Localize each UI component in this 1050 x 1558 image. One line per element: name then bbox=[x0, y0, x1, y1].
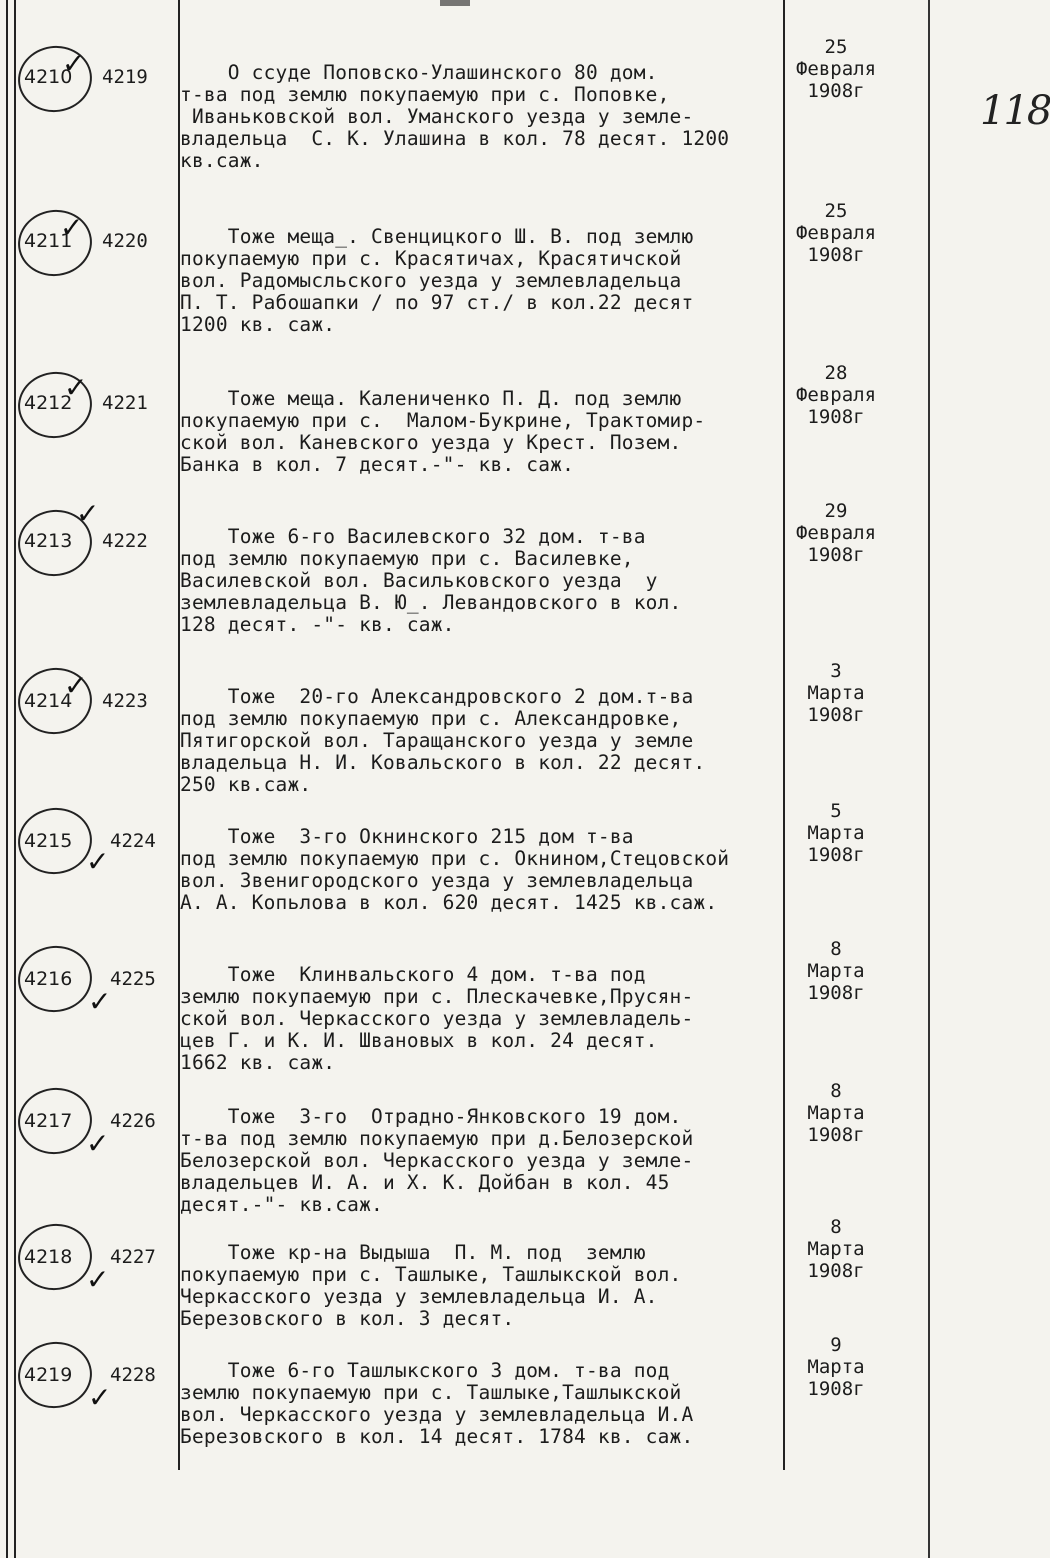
ledger-entry bbox=[0, 1212, 930, 1342]
entry-date bbox=[786, 200, 886, 266]
entry-text-line: покупаемую при с. Ташлыке, Ташлыкской вол. bbox=[180, 1263, 682, 1286]
entry-text bbox=[180, 964, 790, 1074]
entry-text-line: О ссуде Поповско-Улашинского 80 дом. bbox=[180, 61, 658, 84]
date-year: 1908г bbox=[807, 406, 865, 428]
entry-text bbox=[180, 686, 790, 796]
old-entry-number: 4219 bbox=[24, 1364, 73, 1386]
date-year: 1908г bbox=[807, 844, 865, 866]
entry-text-line: Белозерской вол. Черкасского уезда у земле- bbox=[180, 1149, 694, 1172]
date-year: 1908г bbox=[807, 1260, 865, 1282]
date-month: Марта bbox=[807, 1102, 865, 1124]
new-entry-number: 4226 bbox=[110, 1110, 156, 1132]
ledger-entry bbox=[0, 1076, 930, 1216]
date-day: 28 bbox=[824, 362, 848, 384]
entry-text bbox=[180, 62, 790, 172]
entry-text-line: П. Т. Рабошапки / по 97 ст./ в кол.22 десят bbox=[180, 291, 694, 314]
entry-text bbox=[180, 1242, 790, 1330]
entry-text-line: Тоже меща_. Свенцицкого Ш. В. под землю bbox=[180, 225, 694, 248]
entry-text-line: цев Г. и К. И. Швановых в кол. 24 десят. bbox=[180, 1029, 658, 1052]
date-year: 1908г bbox=[807, 982, 865, 1004]
date-year: 1908г bbox=[807, 80, 865, 102]
date-day: 5 bbox=[830, 800, 842, 822]
entry-text-line: покупаемую при с. Красятичах, Красятичской bbox=[180, 247, 682, 270]
date-month: Марта bbox=[807, 682, 865, 704]
top-edge-mark bbox=[440, 0, 470, 6]
entry-date bbox=[786, 362, 886, 428]
new-entry-number: 4223 bbox=[102, 690, 148, 712]
entry-text bbox=[180, 388, 790, 476]
entry-text-line: Пятигорской вол. Таращанского уезда у земле bbox=[180, 729, 694, 752]
ledger-entry bbox=[0, 496, 930, 636]
date-month: Марта bbox=[807, 960, 865, 982]
date-month: Марта bbox=[807, 1238, 865, 1260]
date-month: Февраля bbox=[795, 222, 877, 244]
entry-date bbox=[786, 800, 886, 866]
entry-text-line: покупаемую при с. Малом-Букрине, Трактомир- bbox=[180, 409, 706, 432]
entry-text-line: Василевской вол. Васильковского уезда у bbox=[180, 569, 658, 592]
entry-text-line: ской вол. Черкасского уезда у землевладель- bbox=[180, 1007, 694, 1030]
date-month: Марта bbox=[807, 822, 865, 844]
entry-date bbox=[786, 1216, 886, 1282]
ledger-entry bbox=[0, 196, 930, 336]
entry-date bbox=[786, 938, 886, 1004]
date-day: 25 bbox=[824, 200, 848, 222]
entry-text bbox=[180, 826, 790, 914]
entry-text-line: Тоже 3-го Отрадно-Янковского 19 дом. bbox=[180, 1105, 682, 1128]
entry-text-line: Березовского в кол. 14 десят. 1784 кв. саж. bbox=[180, 1425, 694, 1448]
old-entry-number: 4215 bbox=[24, 830, 73, 852]
entry-text-line: Тоже 6-го Василевского 32 дом. т-ва bbox=[180, 525, 646, 548]
checkmark-icon: ✓ bbox=[62, 47, 86, 80]
old-entry-number: 4218 bbox=[24, 1246, 73, 1268]
entry-text-line: Тоже 20-го Александровского 2 дом.т-ва bbox=[180, 685, 694, 708]
date-year: 1908г bbox=[807, 704, 865, 726]
old-entry-number: 4214 bbox=[24, 690, 73, 712]
entry-date bbox=[786, 36, 886, 102]
new-entry-number: 4224 bbox=[110, 830, 156, 852]
date-month: Марта bbox=[807, 1356, 865, 1378]
entry-text-line: т-ва под землю покупаемую при д.Белозерской bbox=[180, 1127, 694, 1150]
ledger-entry bbox=[0, 796, 930, 926]
new-entry-number: 4219 bbox=[102, 66, 148, 88]
checkmark-icon: ✓ bbox=[88, 1381, 112, 1414]
entry-text-line: Тоже Клинвальского 4 дом. т-ва под bbox=[180, 963, 646, 986]
entry-date bbox=[786, 500, 886, 566]
old-entry-number: 4210 bbox=[24, 66, 73, 88]
new-entry-number: 4221 bbox=[102, 392, 148, 414]
date-day: 8 bbox=[830, 938, 842, 960]
entry-text-line: владельца С. К. Улашина в кол. 78 десят. 1200 bbox=[180, 127, 730, 150]
entry-text-line: землю покупаемую при с. Ташлыке,Ташлыкской bbox=[180, 1381, 682, 1404]
checkmark-icon: ✓ bbox=[86, 845, 110, 878]
checkmark-icon: ✓ bbox=[64, 371, 88, 404]
entry-text bbox=[180, 1106, 790, 1216]
checkmark-icon: ✓ bbox=[86, 1263, 110, 1296]
entry-text-line: т-ва под землю покупаемую при с. Поповке, bbox=[180, 83, 670, 106]
old-entry-number: 4217 bbox=[24, 1110, 73, 1132]
entry-text-line: 128 десят. -"- кв. саж. bbox=[180, 613, 455, 636]
date-day: 8 bbox=[830, 1216, 842, 1238]
ledger-entry bbox=[0, 358, 930, 488]
entry-text-line: землевладельца В. Ю_. Левандовского в кол. bbox=[180, 591, 682, 614]
entry-text-line: владельцев И. А. и Х. К. Дойбан в кол. 45 bbox=[180, 1171, 670, 1194]
entry-text-line: 1200 кв. саж. bbox=[180, 313, 336, 336]
ledger-entry bbox=[0, 656, 930, 796]
date-year: 1908г bbox=[807, 1124, 865, 1146]
entry-text-line: землю покупаемую при с. Плескачевке,Прусян- bbox=[180, 985, 694, 1008]
date-day: 29 bbox=[824, 500, 848, 522]
checkmark-icon: ✓ bbox=[60, 211, 84, 244]
entry-text-line: Тоже кр-на Выдыша П. М. под землю bbox=[180, 1241, 646, 1264]
checkmark-icon: ✓ bbox=[88, 985, 112, 1018]
entry-date bbox=[786, 660, 886, 726]
entry-text-line: 1662 кв. саж. bbox=[180, 1051, 336, 1074]
new-entry-number: 4220 bbox=[102, 230, 148, 252]
date-day: 9 bbox=[830, 1334, 842, 1356]
ledger-entry bbox=[0, 32, 930, 172]
old-entry-number: 4211 bbox=[24, 230, 73, 252]
entry-text-line: Банка в кол. 7 десят.-"- кв. саж. bbox=[180, 453, 575, 476]
date-year: 1908г bbox=[807, 1378, 865, 1400]
new-entry-number: 4222 bbox=[102, 530, 148, 552]
entry-text bbox=[180, 1360, 790, 1448]
entry-text-line: вол. Радомысльского уезда у землевладельца bbox=[180, 269, 682, 292]
entry-text-line: под землю покупаемую при с. Александровке, bbox=[180, 707, 682, 730]
entry-text-line: вол. Звенигородского уезда у землевладельца bbox=[180, 869, 694, 892]
entry-text-line: А. А. Копьлова в кол. 620 десят. 1425 кв.саж. bbox=[180, 891, 718, 914]
entry-text bbox=[180, 226, 790, 336]
entry-text-line: под землю покупаемую при с. Окнином,Стецовской bbox=[180, 847, 730, 870]
ledger-entry bbox=[0, 1330, 930, 1460]
entry-text-line: Иваньковской вол. Уманского уезда у земле- bbox=[180, 105, 694, 128]
old-entry-number: 4213 bbox=[24, 530, 73, 552]
entry-text-line: 250 кв.саж. bbox=[180, 773, 312, 796]
entry-text-line: десят.-"- кв.саж. bbox=[180, 1193, 383, 1216]
checkmark-icon: ✓ bbox=[76, 497, 100, 530]
margin-page-number: 118 bbox=[980, 88, 1050, 134]
date-year: 1908г bbox=[807, 244, 865, 266]
old-entry-number: 4212 bbox=[24, 392, 73, 414]
new-entry-number: 4225 bbox=[110, 968, 156, 990]
old-entry-number: 4216 bbox=[24, 968, 73, 990]
date-day: 3 bbox=[830, 660, 842, 682]
entry-date bbox=[786, 1080, 886, 1146]
entry-text bbox=[180, 526, 790, 636]
entry-text-line: Черкасского уезда у землевладельца И. А. bbox=[180, 1285, 658, 1308]
new-entry-number: 4227 bbox=[110, 1246, 156, 1268]
entry-text-line: Тоже 6-го Ташлыкского 3 дом. т-ва под bbox=[180, 1359, 670, 1382]
entry-date bbox=[786, 1334, 886, 1400]
ledger-entry bbox=[0, 934, 930, 1074]
entry-text-line: Тоже меща. Калениченко П. Д. под землю bbox=[180, 387, 682, 410]
checkmark-icon: ✓ bbox=[86, 1127, 110, 1160]
entry-text-line: под землю покупаемую при с. Василевке, bbox=[180, 547, 634, 570]
entry-text-line: кв.саж. bbox=[180, 149, 264, 172]
entry-text-line: владельца Н. И. Ковальского в кол. 22 десят. bbox=[180, 751, 706, 774]
date-day: 25 bbox=[824, 36, 848, 58]
entry-text-line: ской вол. Каневского уезда у Крест. Позем. bbox=[180, 431, 682, 454]
checkmark-icon: ✓ bbox=[64, 669, 88, 702]
date-day: 8 bbox=[830, 1080, 842, 1102]
date-year: 1908г bbox=[807, 544, 865, 566]
entry-text-line: Березовского в кол. 3 десят. bbox=[180, 1307, 515, 1330]
entry-text-line: Тоже 3-го Окнинского 215 дом т-ва bbox=[180, 825, 634, 848]
entry-text-line: вол. Черкасского уезда у землевладельца И.А bbox=[180, 1403, 694, 1426]
date-month: Февраля bbox=[795, 384, 877, 406]
date-month: Февраля bbox=[795, 522, 877, 544]
date-month: Февраля bbox=[795, 58, 877, 80]
new-entry-number: 4228 bbox=[110, 1364, 156, 1386]
